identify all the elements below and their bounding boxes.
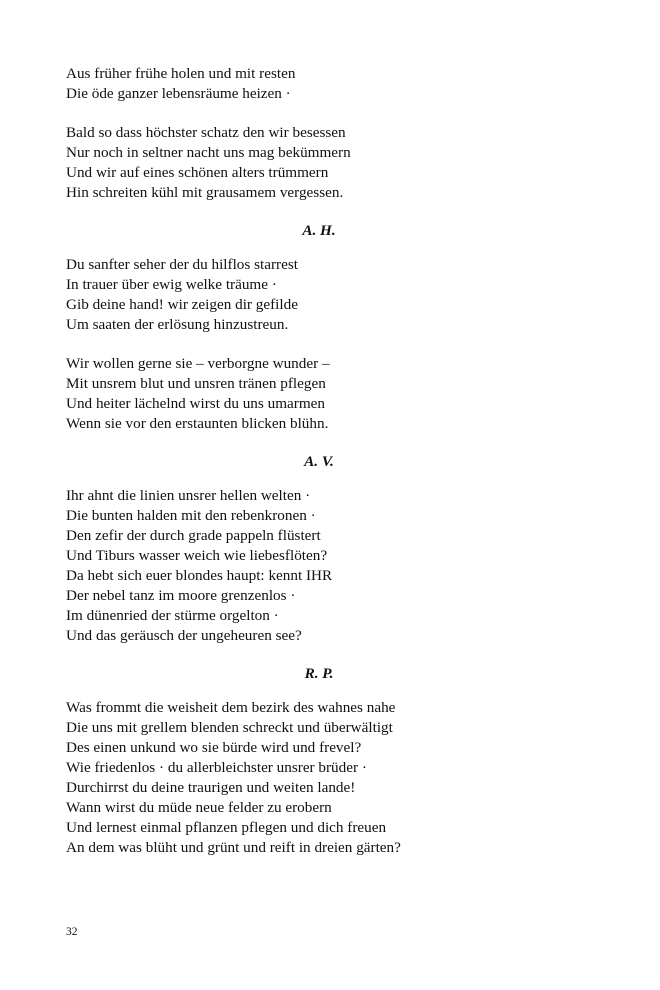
verse-line: Wie friedenlos · du allerbleichster unsrer brüder · (66, 759, 367, 776)
verse-line: Die uns mit grellem blenden schreckt und überwältigt (66, 719, 393, 736)
verse-line: Der nebel tanz im moore grenzenlos · (66, 587, 296, 604)
stanza-gap (66, 335, 606, 354)
stanza (66, 255, 606, 335)
verse-line: Und lernest einmal pflanzen pflegen und dich freuen (66, 819, 387, 836)
section-heading: A. V. (304, 453, 334, 470)
verse-line: Durchirrst du deine traurigen und weiten lande! (66, 779, 356, 796)
stanza-gap (66, 104, 606, 123)
verse-line: Die öde ganzer lebensräume heizen · (66, 85, 291, 102)
poem-section-continuation (66, 64, 606, 203)
verse-line: Da hebt sich euer blondes haupt: kennt IHR (66, 567, 333, 584)
verse-line: Aus früher frühe holen und mit resten (66, 65, 296, 82)
verse-line: Bald so dass höchster schatz den wir besessen (66, 124, 346, 141)
page-number: 32 (66, 926, 78, 938)
verse-line: Gib deine hand! wir zeigen dir gefilde (66, 296, 298, 313)
verse-line: Die bunten halden mit den rebenkronen · (66, 507, 316, 524)
verse-line: Wir wollen gerne sie – verborgne wunder – (66, 355, 330, 372)
stanza (66, 64, 606, 104)
verse-line: Und wir auf eines schönen alters trümmern (66, 164, 329, 181)
poem-section-rp (66, 664, 606, 858)
poem-section-av (66, 452, 606, 646)
verse-line: An dem was blüht und grünt und reift in dreien gärten? (66, 839, 401, 856)
verse-line: Und heiter lächelnd wirst du uns umarmen (66, 395, 325, 412)
verse-line: Wann wirst du müde neue felder zu erobern (66, 799, 332, 816)
verse-line: Um saaten der erlösung hinzustreun. (66, 316, 289, 333)
verse-line: Nur noch in seltner nacht uns mag bekümmern (66, 144, 351, 161)
section-heading: R. P. (304, 665, 334, 682)
verse-line: Ihr ahnt die linien unsrer hellen welten · (66, 487, 311, 504)
stanza (66, 123, 606, 203)
verse-line: Im dünenried der stürme orgelton · (66, 607, 279, 624)
verse-line: Mit unsrem blut und unsren tränen pflegen (66, 375, 326, 392)
verse-line: Und Tiburs wasser weich wie liebesflöten? (66, 547, 328, 564)
poem-page (66, 64, 606, 858)
verse-line: Wenn sie vor den erstaunten blicken blühn. (66, 415, 329, 432)
poem-section-ah (66, 221, 606, 434)
stanza (66, 486, 606, 646)
section-heading: A. H. (302, 222, 336, 239)
stanza (66, 354, 606, 434)
verse-line: Hin schreiten kühl mit grausamem vergessen. (66, 184, 344, 201)
verse-line: Des einen unkund wo sie bürde wird und frevel? (66, 739, 362, 756)
verse-line: Und das geräusch der ungeheuren see? (66, 627, 302, 644)
verse-line: Du sanfter seher der du hilflos starrest (66, 256, 298, 273)
verse-line: In trauer über ewig welke träume · (66, 276, 277, 293)
verse-line: Was frommt die weisheit dem bezirk des wahnes nahe (66, 699, 396, 716)
verse-line: Den zefir der durch grade pappeln flüstert (66, 527, 321, 544)
stanza (66, 698, 606, 858)
